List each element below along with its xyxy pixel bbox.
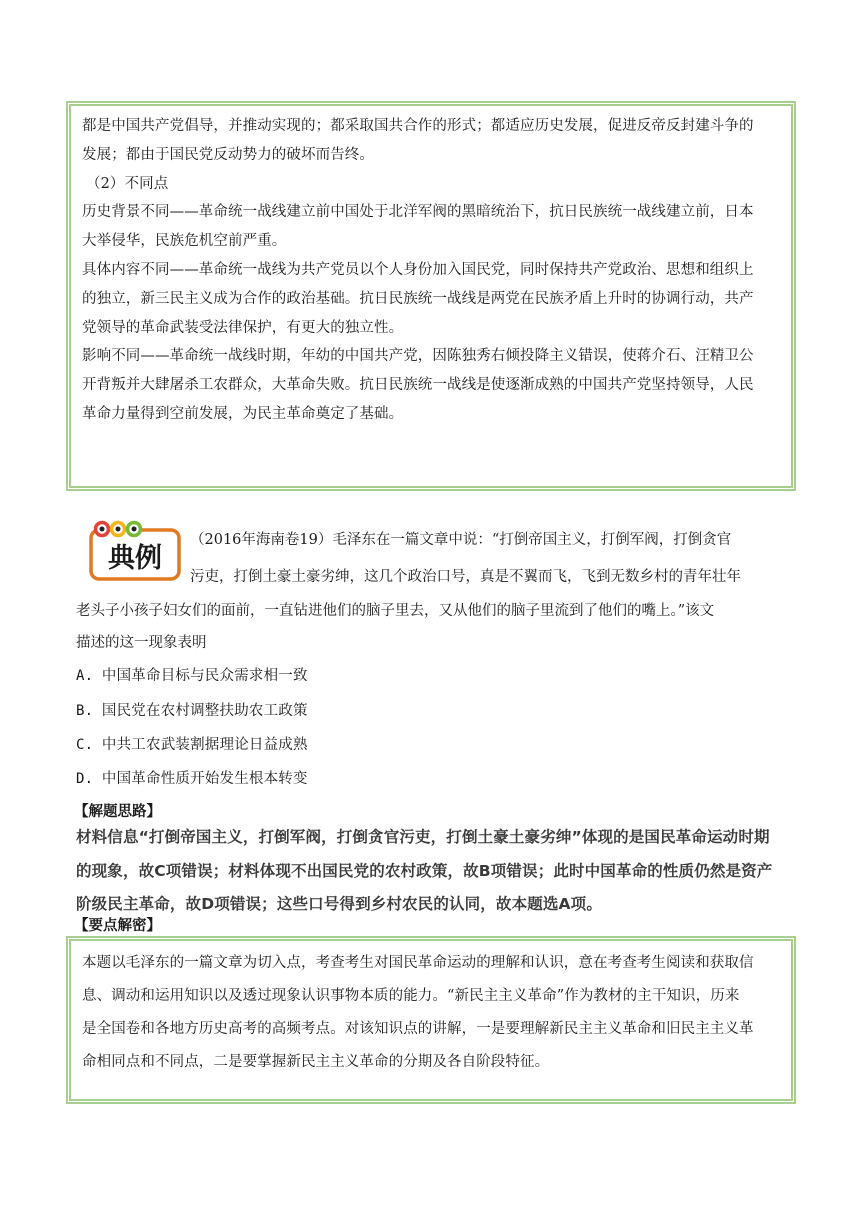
analysis-heading: 【解题思路】 [74, 803, 161, 820]
option-text: 中国革命性质开始发生根本转变 [101, 771, 308, 787]
question-line: 老头子小孩子妇女们的面前，一直钻进他们的脑子里去，又从他们的脑子里流到了他们的嘴上。”该文 [76, 603, 715, 619]
option-a [76, 662, 308, 690]
option-text: 中共工农武装割据理论日益成熟 [101, 737, 308, 753]
option-text: 中国革命目标与民众需求相一致 [101, 668, 308, 684]
option-b [76, 697, 308, 725]
option-letter: B. [76, 703, 94, 719]
key-points-line: 是全国卷和各地方历史高考的高频考点。对该知识点的讲解，一是要理解新民主主义革命和旧民主主义革 [82, 1021, 754, 1037]
key-points-line: 命相同点和不同点，二是要掌握新民主主义革命的分期及各自阶段特征。 [82, 1054, 550, 1070]
summary-line: 的独立，新三民主义成为合作的政治基础。抗日民族统一战线是两党在民族矛盾上升时的协调行动，共产 [82, 290, 754, 307]
analysis-line: 阶级民主革命，故D项错误；这些口号得到乡村农民的认同，故本题选A项。 [76, 895, 602, 913]
key-points-line: 息、调动和运用知识以及透过现象认识事物本质的能力。“新民主主义革命”作为教材的主干知识，历来 [82, 988, 740, 1004]
option-letter: A. [76, 668, 94, 684]
key-points-line: 本题以毛泽东的一篇文章为切入点，考查考生对国民革命运动的理解和认识，意在考查考生阅读和获取信 [82, 955, 754, 971]
key-points-heading: 【要点解密】 [74, 917, 161, 934]
option-letter: D. [76, 771, 94, 787]
option-d [76, 765, 308, 793]
summary-box [66, 101, 796, 491]
summary-line: 具体内容不同——革命统一战线为共产党员以个人身份加入国民党，同时保持共产党政治、思想和组织上 [82, 261, 754, 278]
summary-subheading: （2）不同点 [86, 175, 169, 192]
analysis-line: 材料信息“打倒帝国主义，打倒军阀，打倒贪官污吏，打倒土豪土豪劣绅”体现的是国民革命运动时期 [76, 828, 770, 846]
option-letter: C. [76, 737, 94, 753]
option-text: 国民党在农村调整扶助农工政策 [101, 703, 308, 719]
summary-line: 都是中国共产党倡导，并推动实现的；都采取国共合作的形式；都适应历史发展，促进反帝反封建斗争的 [82, 118, 754, 134]
analysis-line: 的现象，故C项错误；材料体现不出国民党的农村政策，故B项错误；此时中国革命的性质仍然是资产 [76, 862, 773, 880]
question-line: 污吏，打倒土豪土豪劣绅，这几个政治口号，真是不翼而飞，飞到无数乡村的青年壮年 [190, 569, 741, 585]
summary-line: 历史背景不同——革命统一战线建立前中国处于北洋军阀的黑暗统治下，抗日民族统一战线建立前，日本 [82, 204, 754, 221]
key-points-box [66, 936, 796, 1104]
option-c [76, 731, 308, 759]
summary-line: 开背叛并大肆屠杀工农群众，大革命失败。抗日民族统一战线是使逐渐成熟的中国共产党坚持领导，人民 [82, 377, 754, 394]
summary-line: 大举侵华，民族危机空前严重。 [82, 233, 287, 250]
summary-line: 影响不同——革命统一战线时期，年幼的中国共产党，因陈独秀右倾投降主义错误，使蒋介石、汪精卫公 [82, 348, 754, 365]
summary-line: 发展；都由于国民党反动势力的破坏而告终。 [82, 146, 374, 163]
question-line: 描述的这一现象表明 [76, 635, 207, 651]
summary-line: 党领导的革命武装受法律保护，有更大的独立性。 [82, 319, 404, 336]
example-badge-label: 典例 [108, 543, 162, 574]
summary-line: 革命力量得到空前发展，为民主革命奠定了基础。 [82, 405, 404, 422]
question-line: （2016年海南卷19）毛泽东在一篇文章中说：“打倒帝国主义，打倒军阀，打倒贪官 [190, 532, 732, 548]
example-badge-icon [88, 520, 182, 582]
